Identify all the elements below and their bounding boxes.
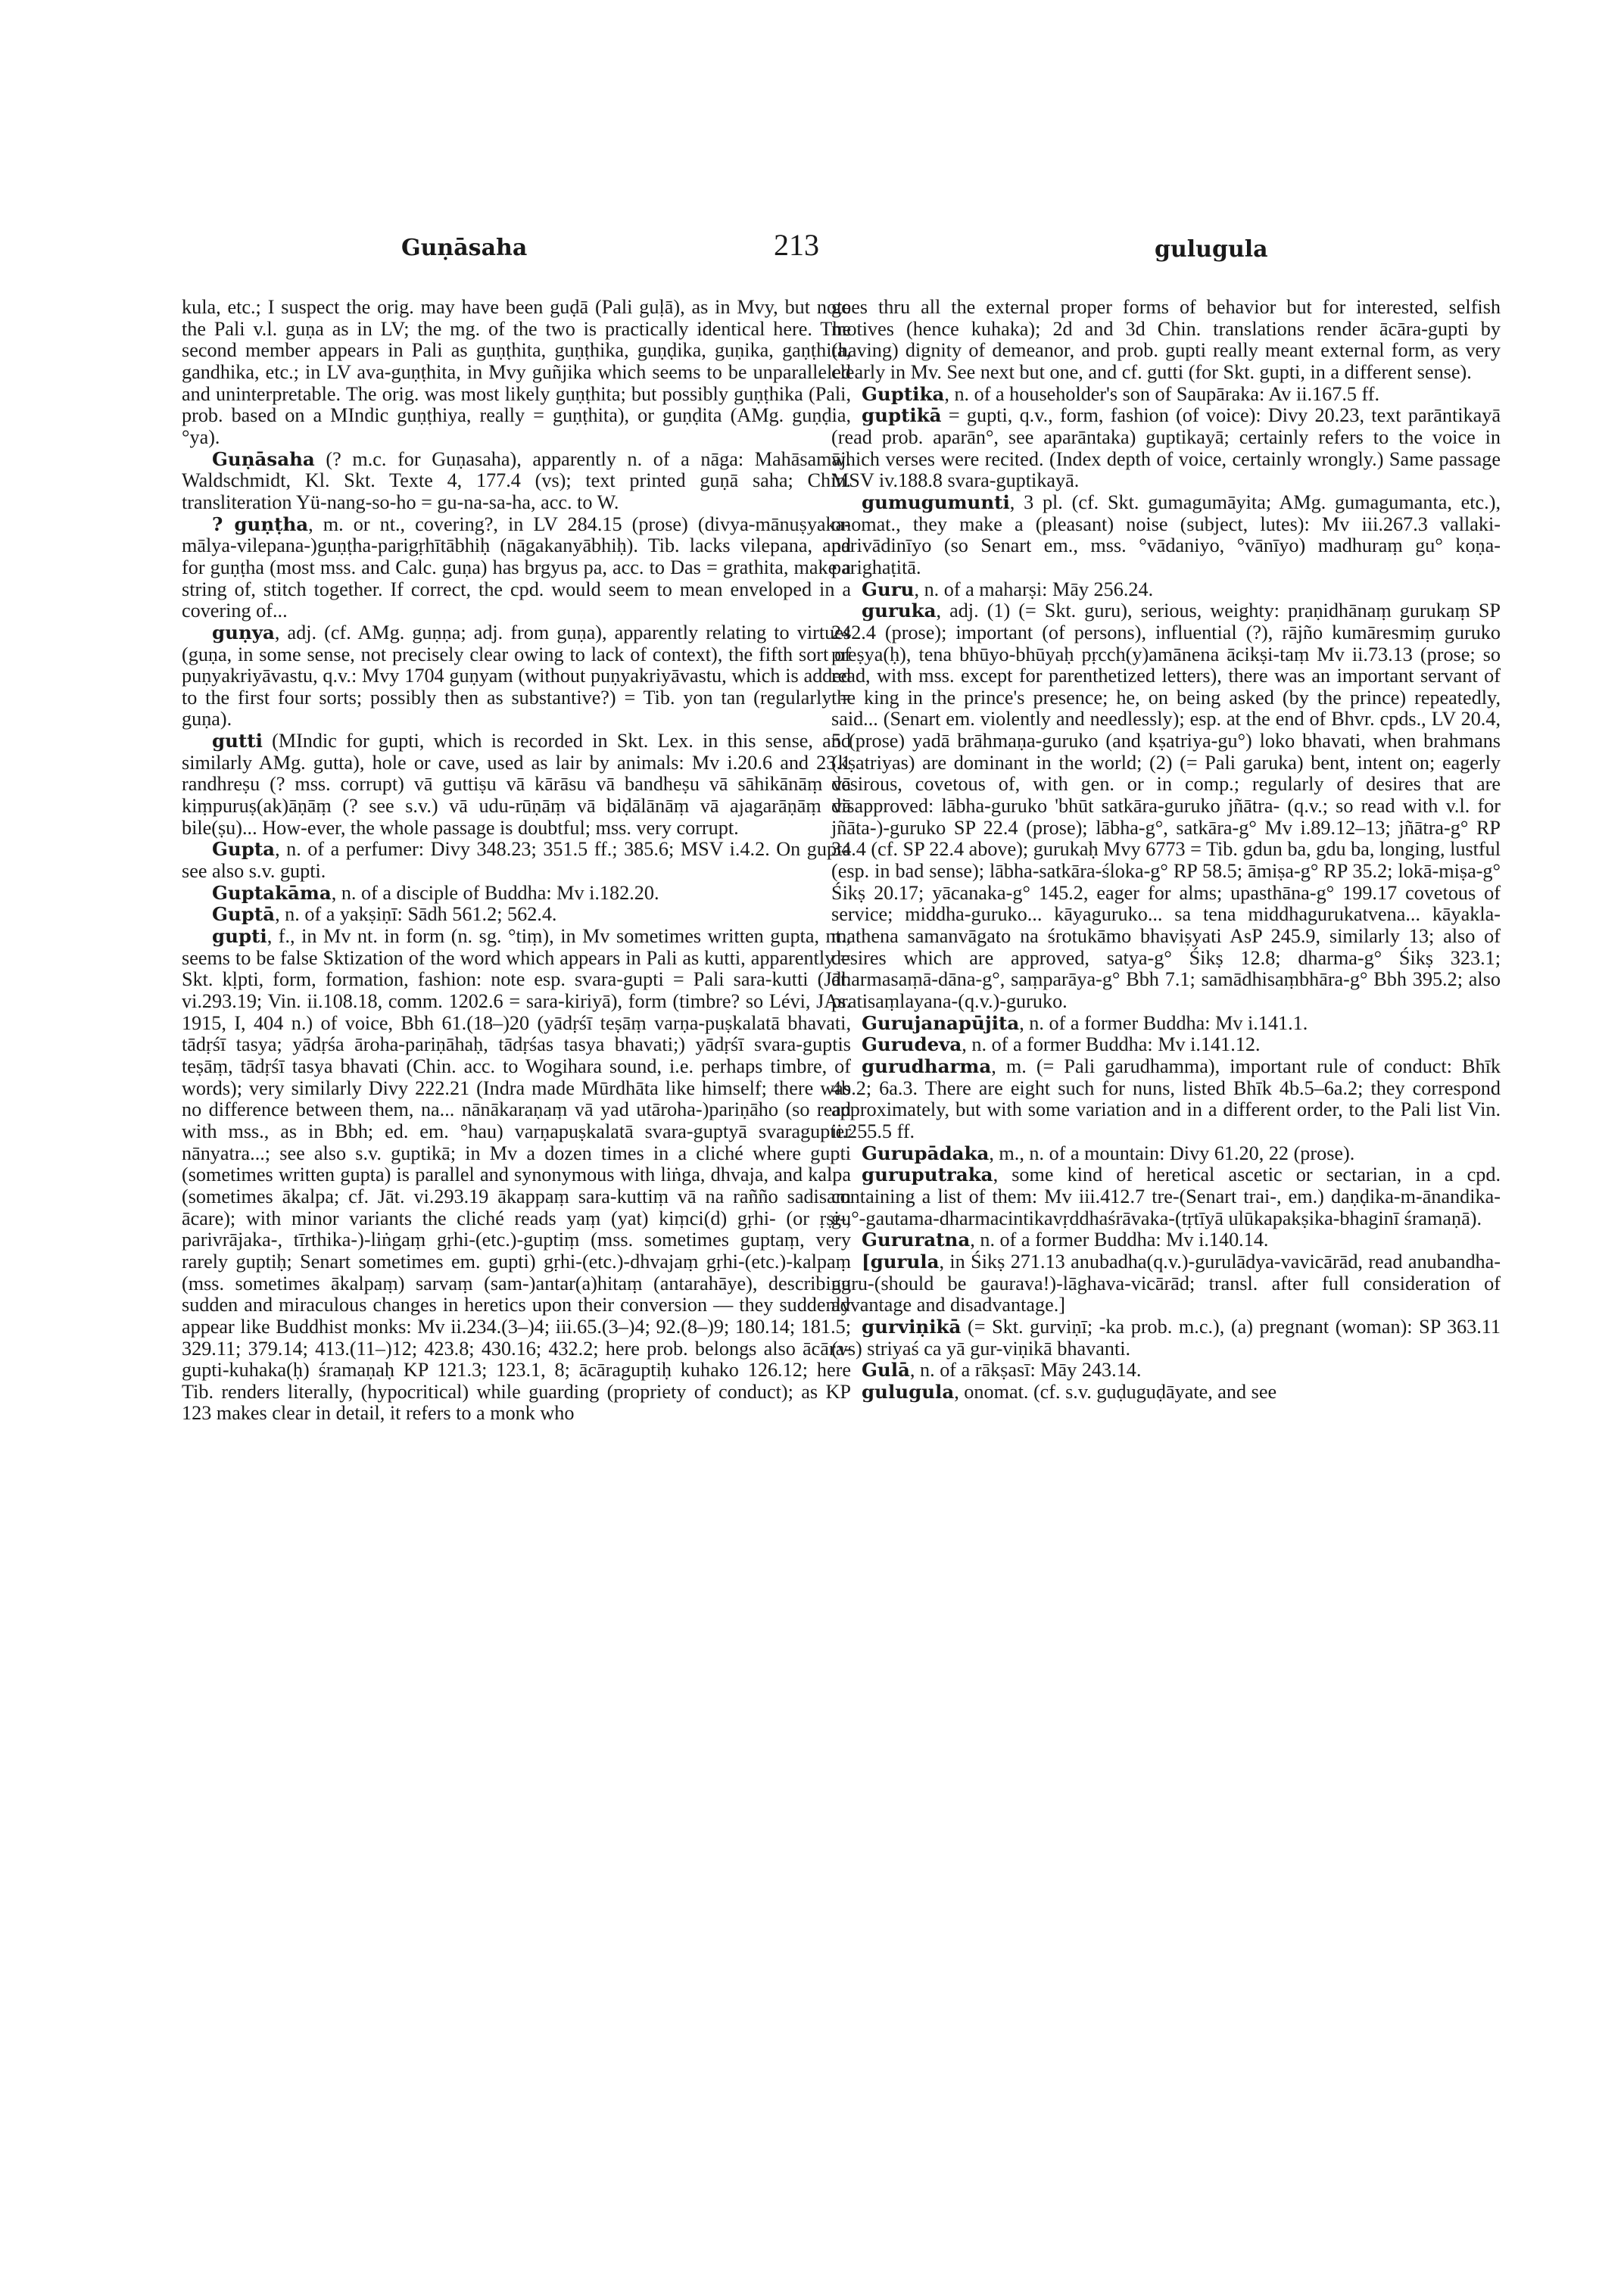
entry-headword: Guptika bbox=[862, 382, 945, 405]
running-head-left: Guṇāsaha bbox=[401, 235, 528, 261]
entry-text: , adj. (1) (= Skt. guru), serious, weighty: praṇidhānaṃ gurukaṃ SP 242.4 (prose); important (of persons), influential (?), rājño kumāresmiṃ guruko preṣya(ḥ), tena bhūyo-bhūyaḥ pṛcch(y)amānena ācikṣi-taṃ Mv ii.73.13 (prose; so read, with mss. except for parenthetized letters), there was an important servant of the king in the prince's presence; he, on being asked (by the prince) repeatedly, said... (Senart em. violently and needlessly); esp. at the end of Bhvr. cpds., LV 20.4, 5 (prose) yadā brāhmaṇa-guruko (and kṣatriya-gu°) loko bhavati, when brahmans (kṣatriyas) are dominant in the world; (2) (= Pali garuka) bent, intent on; eagerly desirous, covetous of, with gen. or in comp.; regularly of desires that are disapproved: lābha-guruko 'bhūt satkāra-guruko jñātra- (q.v.; so read with v.l. for jñāta-)-guruko SP 22.4 (prose); lābha-g°, satkāra-g° Mv i.89.12–13; jñātra-g° RP 34.4 (cf. SP 22.4 above); gurukaḥ Mvy 6773 = Tib. gdun ba, gdu ba, longing, lustful (esp. in bad sense); lābha-satkāra-śloka-g° RP 58.5; āmiṣa-g° RP 35.2; lokā-miṣa-g° Śikṣ 20.17; yācanaka-g° 145.2, eager for alms; upasthāna-g° 199.17 covetous of service; middha-guruko... kāyaguruko... sa tena middhagurukatvena... kāyakla-mathena samanvāgato na śrotukāmo bhaviṣyati AsP 245.9, similarly 13; also of desires which are approved, satya-g° Śikṣ 12.8; dharma-g° Śikṣ 323.1; dharmasaṃā-dāna-g°, saṃparāya-g° Bbh 7.1; samādhisaṃbhāra-g° Bbh 395.2; also pratisaṃlayana-(q.v.)-guruko. bbox=[831, 600, 1501, 1012]
entry-headword: Gurudeva bbox=[862, 1033, 962, 1056]
dictionary-entry bbox=[182, 926, 851, 1425]
entry-headword: gurviṇikā bbox=[862, 1315, 962, 1338]
entry-text: , n. of a householder's son of Saupāraka: Av ii.167.5 ff. bbox=[944, 382, 1380, 405]
dictionary-entry bbox=[182, 839, 851, 882]
page-number: 213 bbox=[774, 228, 819, 262]
entry-text: (? m.c. for Guṇasaha), apparently n. of a nāga: Mahāsamāj. Waldschmidt, Kl. Skt. Texte 4, 177.4 (vs); text printed guṇā saha; Chin. transliteration Yü-nang-so-ho = gu-na-sa-ha, acc. to W. bbox=[182, 447, 851, 513]
entry-text: , 3 pl. (cf. Skt. gumagumāyita; AMg. gumagumanta, etc.), onomat., they make a (pleasant) noise (subject, lutes): Mv iii.267.3 vallaki-parivādinīyo (so Senart em., mss. °vādaniyo, °vānīyo) madhuraṃ gu° koṇa-parighaṭitā. bbox=[831, 491, 1501, 578]
entry-headword: gumugumunti bbox=[862, 491, 1010, 513]
entry-text: = gupti, q.v., form, fashion (of voice): Divy 20.23, text parāntikayā (read prob. aparān°, see aparāntaka) guptikayā; certainly refers to the voice in which verses were recited. (Index depth of voice, certainly wrongly.) Same passage MSV iv.188.8 svara-guptikayā. bbox=[831, 404, 1501, 492]
entry-headword: Gurupādaka bbox=[862, 1142, 990, 1164]
dictionary-entry bbox=[831, 492, 1501, 579]
entry-headword: Guptakāma bbox=[212, 881, 332, 904]
entry-text: , n. of a rākṣasī: Māy 243.14. bbox=[909, 1359, 1142, 1382]
right-column bbox=[831, 297, 1501, 1403]
dictionary-entry bbox=[831, 297, 1501, 384]
entry-headword: Guṇāsaha bbox=[212, 447, 315, 470]
entry-text: , n. of a former Buddha: Mv i.141.1. bbox=[1019, 1011, 1308, 1034]
dictionary-entry bbox=[831, 579, 1501, 601]
entry-text: kula, etc.; I suspect the orig. may have been guḍā (Pali guḷā), as in Mvy, but note the Pali v.l. guṇa as in LV; the mg. of the two is practically identical here. The second member appears in Pali as guṇṭhita, guṇṭhika, guṇḍika, guṇika, gaṇṭhita, gandhika, etc.; in LV ava-guṇṭhita, in Mvy guñjika which seems to be unparalleled and uninterpretable. The orig. was most likely guṇṭhita; but possibly guṇṭhika (Pali, prob. based on a MIndic guṇṭhiya, really = guṇṭhita), or guṇḍita (AMg. guṇḍia, °ya). bbox=[182, 296, 851, 448]
dictionary-entry bbox=[182, 883, 851, 905]
entry-text: , f., in Mv nt. in form (n. sg. °tiṃ), in Mv sometimes written gupta, nt., seems to be false Sktization of the word which appears in Pali as kutti, apparently = Skt. kḷpti, form, formation, fashion: note esp. svara-gupti = Pali sara-kutti (Jāt. vi.293.19; Vin. ii.108.18, comm. 1202.6 = sara-kiriyā), form (timbre? so Lévi, JAs. 1915, I, 404 n.) of voice, Bbh 61.(18–)20 (yādṛśī teṣāṃ varṇa-puṣkalatā bhavati, tādṛśī tasya; yādṛśa āroha-pariṇāhaḥ, tādṛśas tasya bhavati;) yādṛśī svara-guptis teṣāṃ, tādṛśī tasya bhavati (Chin. acc. to Wogihara sound, i.e. perhaps timbre, of words); very similarly Divy 222.21 (Indra made Mūrdhāta like himself; there was no difference between them, na... nānākaraṇaṃ vā yad utāroha-)pariṇāho (so read with mss., as in Bbh; ed. em. °hau) varṇapuṣkalatā svara-guptyā svaragupter nānyatra...; see also s.v. guptikā; in Mv a dozen times in a cliché where gupti (sometimes written gupta) is parallel and synonymous with liṅga, dhvaja, and kalpa (sometimes ākalpa; cf. Jāt. vi.293.19 ākappaṃ sara-kuttiṃ vā na rañño sadisam ācare); with minor variants the cliché reads yaṃ (yat) kiṃci(d) gṛhi- (or ṛṣi-, parivrājaka-, tīrthika-)-liṅgaṃ gṛhi-(etc.)-guptiṃ (mss. sometimes guptaṃ, very rarely guptiḥ; Senart sometimes em. gupti) gṛhi-(etc.)-dhvajaṃ gṛhi-(etc.)-kalpaṃ (mss. sometimes ākalpaṃ) sarvaṃ (sam-)antar(a)hitaṃ (antarahāye), describing sudden and miraculous changes in heretics upon their conversion — they suddenly appear like Buddhist monks: Mv ii.234.(3–)4; iii.65.(3–)4; 92.(8–)9; 180.14; 181.5; 329.11; 379.14; 413.(11–)12; 423.8; 430.16; 432.2; here prob. belongs also ācāra-gupti-kuhaka(ḥ) śramaṇaḥ KP 121.3; 123.1, 8; ācāraguptiḥ kuhako 126.12; here Tib. renders literally, (hypocritical) while guarding (propriety of conduct); as KP 123 makes clear in detail, it refers to a monk who bbox=[182, 925, 851, 1425]
dictionary-entry bbox=[182, 297, 851, 449]
entry-headword: [gurula bbox=[862, 1250, 940, 1273]
entry-text: , onomat. (cf. s.v. guḍuguḍāyate, and see bbox=[954, 1380, 1277, 1403]
entry-headword: Guru bbox=[862, 578, 915, 600]
entry-headword: gulugula bbox=[862, 1380, 955, 1403]
entry-headword: gurudharma bbox=[862, 1055, 992, 1077]
entry-text: , n. of a disciple of Buddha: Mv i.182.20. bbox=[331, 881, 659, 904]
entry-text: , adj. (cf. AMg. guṇṇa; adj. from guṇa), apparently relating to virtues (guṇa, in some sense, not precisely clear owing to lack of context), the fifth sort of puṇyakriyāvastu, q.v.: Mvy 1704 guṇyam (without puṇyakriyāvastu, which is added to the first four sorts; possibly then as substantive?) = Tib. yon tan (regularly = guṇa). bbox=[182, 621, 851, 731]
entry-text: (= Skt. gurviṇī; -ka prob. m.c.), (a) pregnant (woman): SP 363.11 (vs) striyaś ca yā gur-viṇikā bhavanti. bbox=[831, 1315, 1501, 1360]
dictionary-entry bbox=[831, 1316, 1501, 1360]
dictionary-entry bbox=[831, 1360, 1501, 1382]
dictionary-entry bbox=[182, 731, 851, 839]
entry-headword: guruputraka bbox=[862, 1164, 993, 1186]
dictionary-entry bbox=[182, 904, 851, 926]
entry-text: , some kind of heretical ascetic or sectarian, in a cpd. containing a list of them: Mv iii.412.7 tre-(Senart trai-, em.) daṇḍika-m-ānandika-gu°-gautama-dharmacintikavṛddhaśrāvaka-(tṛtīyā ulūkapakṣika-bhaginī śramaṇā). bbox=[831, 1164, 1501, 1229]
left-column bbox=[182, 297, 851, 1425]
dictionary-entry bbox=[831, 1034, 1501, 1056]
dictionary-entry bbox=[831, 600, 1501, 1012]
entry-headword: ? guṇṭha bbox=[212, 512, 309, 535]
dictionary-entry bbox=[831, 384, 1501, 406]
entry-headword: guptikā bbox=[862, 404, 942, 427]
dictionary-entry bbox=[831, 1229, 1501, 1251]
entry-headword: Gururatna bbox=[862, 1229, 971, 1251]
dictionary-entry bbox=[831, 405, 1501, 492]
dictionary-entry bbox=[831, 1251, 1501, 1316]
entry-text: , m., n. of a mountain: Divy 61.20, 22 (prose). bbox=[989, 1142, 1355, 1164]
entry-text: , n. of a former Buddha: Mv i.140.14. bbox=[970, 1229, 1269, 1251]
dictionary-entry bbox=[831, 1056, 1501, 1143]
running-head-right: gulugula bbox=[1155, 236, 1268, 263]
dictionary-entry bbox=[182, 514, 851, 622]
entry-text: , m. (= Pali garudhamma), important rule of conduct: Bhīk 4b.2; 6a.3. There are eight such for nuns, listed Bhīk 4b.5–6a.2; they correspond approximately, but with some variation and in a different order, to the Pali list Vin. ii.255.5 ff. bbox=[831, 1055, 1501, 1142]
dictionary-entry bbox=[831, 1382, 1501, 1404]
entry-headword: Gupta bbox=[212, 838, 276, 861]
entry-text: goes thru all the external proper forms of behavior but for interested, selfish motives (hence kuhaka); 2d and 3d Chin. translations render ācāra-gupti by (having) dignity of demeanor, and prob. gupti really meant external form, as very clearly in Mv. See next but one, and cf. gutti (for Skt. gupti, in a different sense). bbox=[831, 296, 1501, 383]
dictionary-entry bbox=[182, 622, 851, 731]
entry-headword: guruka bbox=[862, 600, 937, 622]
entry-text: , n. of a former Buddha: Mv i.141.12. bbox=[962, 1033, 1261, 1056]
dictionary-entry bbox=[831, 1013, 1501, 1035]
entry-text: , in Śikṣ 271.13 anubadha(q.v.)-gurulādya-vavicārād, read anubandha-guru-(should be gaurava!)-lāghava-vicārād; transl. after full consideration of advantage and disadvantage.] bbox=[831, 1250, 1501, 1316]
entry-headword: gutti bbox=[212, 730, 263, 752]
entry-text: , n. of a yakṣiṇī: Sādh 561.2; 562.4. bbox=[275, 903, 557, 926]
entry-headword: Gulā bbox=[862, 1359, 910, 1382]
entry-text: (MIndic for gupti, which is recorded in Skt. Lex. in this sense, and similarly AMg. gutta), hole or cave, used as lair by animals: Mv i.20.6 and 23.1 randhreṣu (? mss. corrupt) vā guttiṣu vā kārāsu vā bandheṣu vā sāhikānāṃ vā kiṃpuruṣ(ak)āṇāṃ (? see s.v.) vā udu-rūṇāṃ vā biḍālānāṃ vā ajagarāṇāṃ vā bile(ṣu)... How-ever, the whole passage is doubtful; mss. very corrupt. bbox=[182, 730, 851, 839]
entry-headword: gupti bbox=[212, 925, 267, 948]
entry-text: , n. of a maharṣi: Māy 256.24. bbox=[914, 578, 1154, 600]
entry-headword: Guptā bbox=[212, 903, 276, 926]
dictionary-entry bbox=[831, 1164, 1501, 1229]
dictionary-entry bbox=[182, 449, 851, 514]
page-header bbox=[303, 227, 1514, 273]
entry-headword: guṇya bbox=[212, 621, 275, 643]
dictionary-entry bbox=[831, 1143, 1501, 1165]
entry-text: , n. of a perfumer: Divy 348.23; 351.5 ff.; 385.6; MSV i.4.2. On gupta see also s.v. gupti. bbox=[182, 838, 851, 883]
entry-headword: Gurujanapūjita bbox=[862, 1011, 1020, 1034]
entry-text: , m. or nt., covering?, in LV 284.15 (prose) (divya-mānuṣyaka-mālya-vilepana-)guṇṭha-parigṛhītābhiḥ (nāgakanyābhiḥ). Tib. lacks vilepana, and for guṇṭha (most mss. and Calc. guṇa) has brgyus pa, acc. to Das = grathita, make a string of, stitch together. If correct, the cpd. would seem to mean enveloped in a covering of... bbox=[182, 512, 851, 622]
